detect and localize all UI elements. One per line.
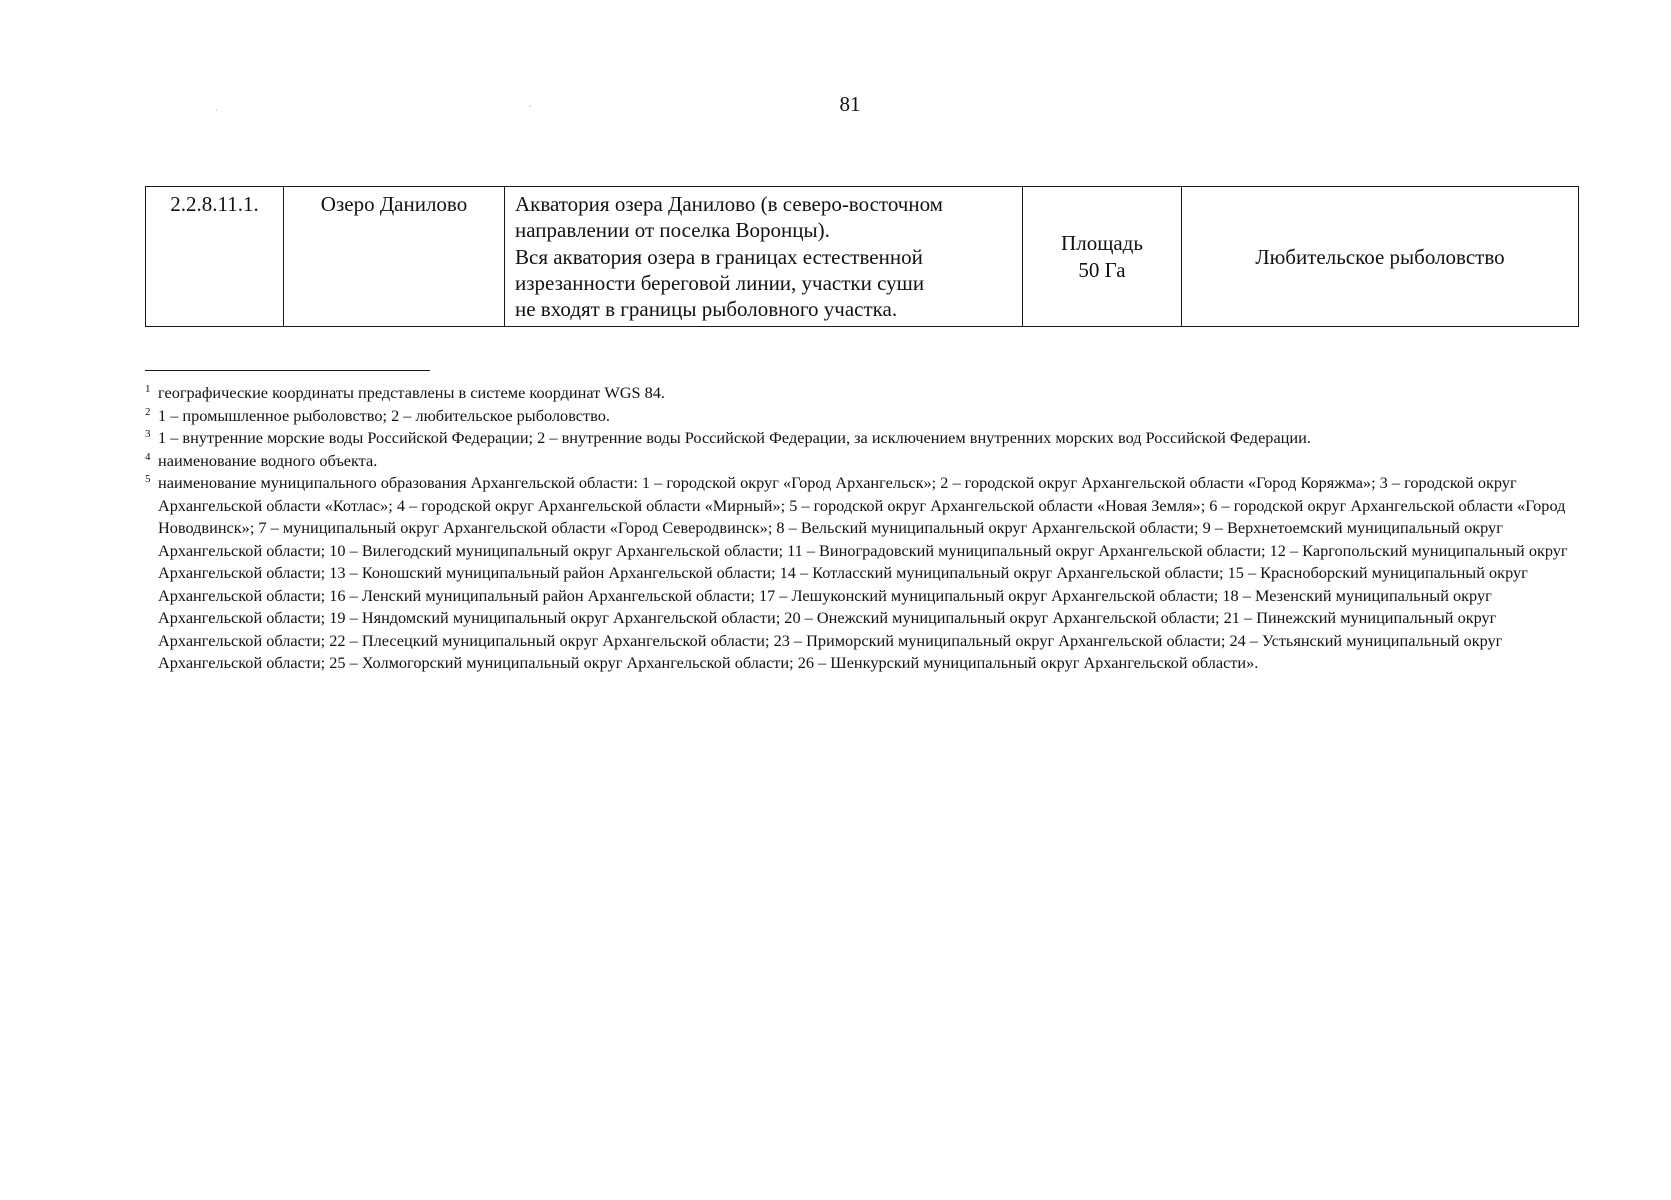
area-label: Площадь xyxy=(1061,231,1143,256)
area-description-cell xyxy=(505,187,1023,327)
page-number: 81 xyxy=(839,92,861,116)
water-body-name-cell: Озеро Данилово xyxy=(284,187,505,327)
table-row xyxy=(146,187,1579,327)
footnote-text: 1 – промышленное рыболовство; 2 – любительское рыболовство. xyxy=(158,405,610,425)
footnote-mark: 1 xyxy=(145,383,151,395)
area-value: 50 Га xyxy=(1078,257,1126,282)
description-line: Вся акватория озера в границах естественной xyxy=(515,244,923,269)
area-size-cell xyxy=(1023,187,1182,327)
area-code-cell: 2.2.8.11.1. xyxy=(146,187,284,327)
footnote-item xyxy=(145,472,1585,675)
footnote-text: наименование водного объекта. xyxy=(158,450,378,470)
footnote-text: 1 – внутренние морские воды Российской Федерации; 2 – внутренние воды Российской Федерации, за исключением внутренних морских вод Российской Федерации. xyxy=(158,428,1311,447)
description-line: не входят в границы рыболовного участка. xyxy=(515,297,898,321)
fishing-type-cell: Любительское рыболовство xyxy=(1182,187,1579,327)
footnotes xyxy=(145,382,1585,675)
scan-speck: · xyxy=(528,100,533,115)
footnote-mark: 5 xyxy=(145,473,151,485)
fishing-area-table xyxy=(145,186,1579,327)
footnote-item xyxy=(145,382,1585,405)
footnote-item xyxy=(145,405,1585,428)
footnote-text: географические координаты представлены в системе координат WGS 84. xyxy=(158,383,665,402)
footnote-separator xyxy=(145,370,430,371)
description-line: Акватория озера Данилово (в северо-восточном xyxy=(515,192,943,216)
footnote-text: наименование муниципального образования Архангельской области: 1 – городской округ «Город Архангельск»; 2 – городской округ Архангельской области «Город Коряжма»; 3 – городской округ Архангельской области «Котлас»; 4 – городской округ Архангельской области «Мирный»; 5 – городской округ Архангельской области «Новая Земля»; 6 – городской округ Архангельской области «Город Новодвинск»; 7 – муниципальный округ Архангельской области «Город Северодвинск»; 8 – Вельский муниципальный округ Архангельской области; 9 – Верхнетоемский муниципальный округ Архангельской области; 10 – Вилегодский муниципальный округ Архангельской области; 11 – Виноградовский муниципальный округ Архангельской области; 12 – Каргопольский муниципальный округ Архангельской области; 13 – Коношский муниципальный район Архангельской области; 14 – Котласский муниципальный округ Архангельской области; 15 – Красноборский муниципальный округ Архангельской области; 16 – Ленский муниципальный район Архангельской области; 17 – Лешуконский муниципальный округ Архангельской области; 18 – Мезенский муниципальный округ Архангельской области; 19 – Няндомский муниципальный округ Архангельской области; 20 – Онежский муниципальный округ Архангельской области; 21 – Пинежский муниципальный округ Архангельской области; 22 – Плесецкий муниципальный округ Архангельской области; 23 – Приморский муниципальный округ Архангельской области; 24 – Устьянский муниципальный округ Архангельской области; 25 – Холмогорский муниципальный округ Архангельской области; 26 – Шенкурский муниципальный округ Архангельской области». xyxy=(158,473,1568,672)
footnote-mark: 2 xyxy=(145,405,151,418)
footnote-item xyxy=(145,427,1585,450)
footnote-mark: 4 xyxy=(145,450,151,463)
footnote-mark: 3 xyxy=(145,428,151,440)
description-line: изрезанности береговой линии, участки суши xyxy=(515,270,925,295)
description-line: направлении от поселка Воронцы). xyxy=(515,218,830,243)
footnote-item xyxy=(145,450,1585,473)
scan-speck: · xyxy=(214,104,219,119)
